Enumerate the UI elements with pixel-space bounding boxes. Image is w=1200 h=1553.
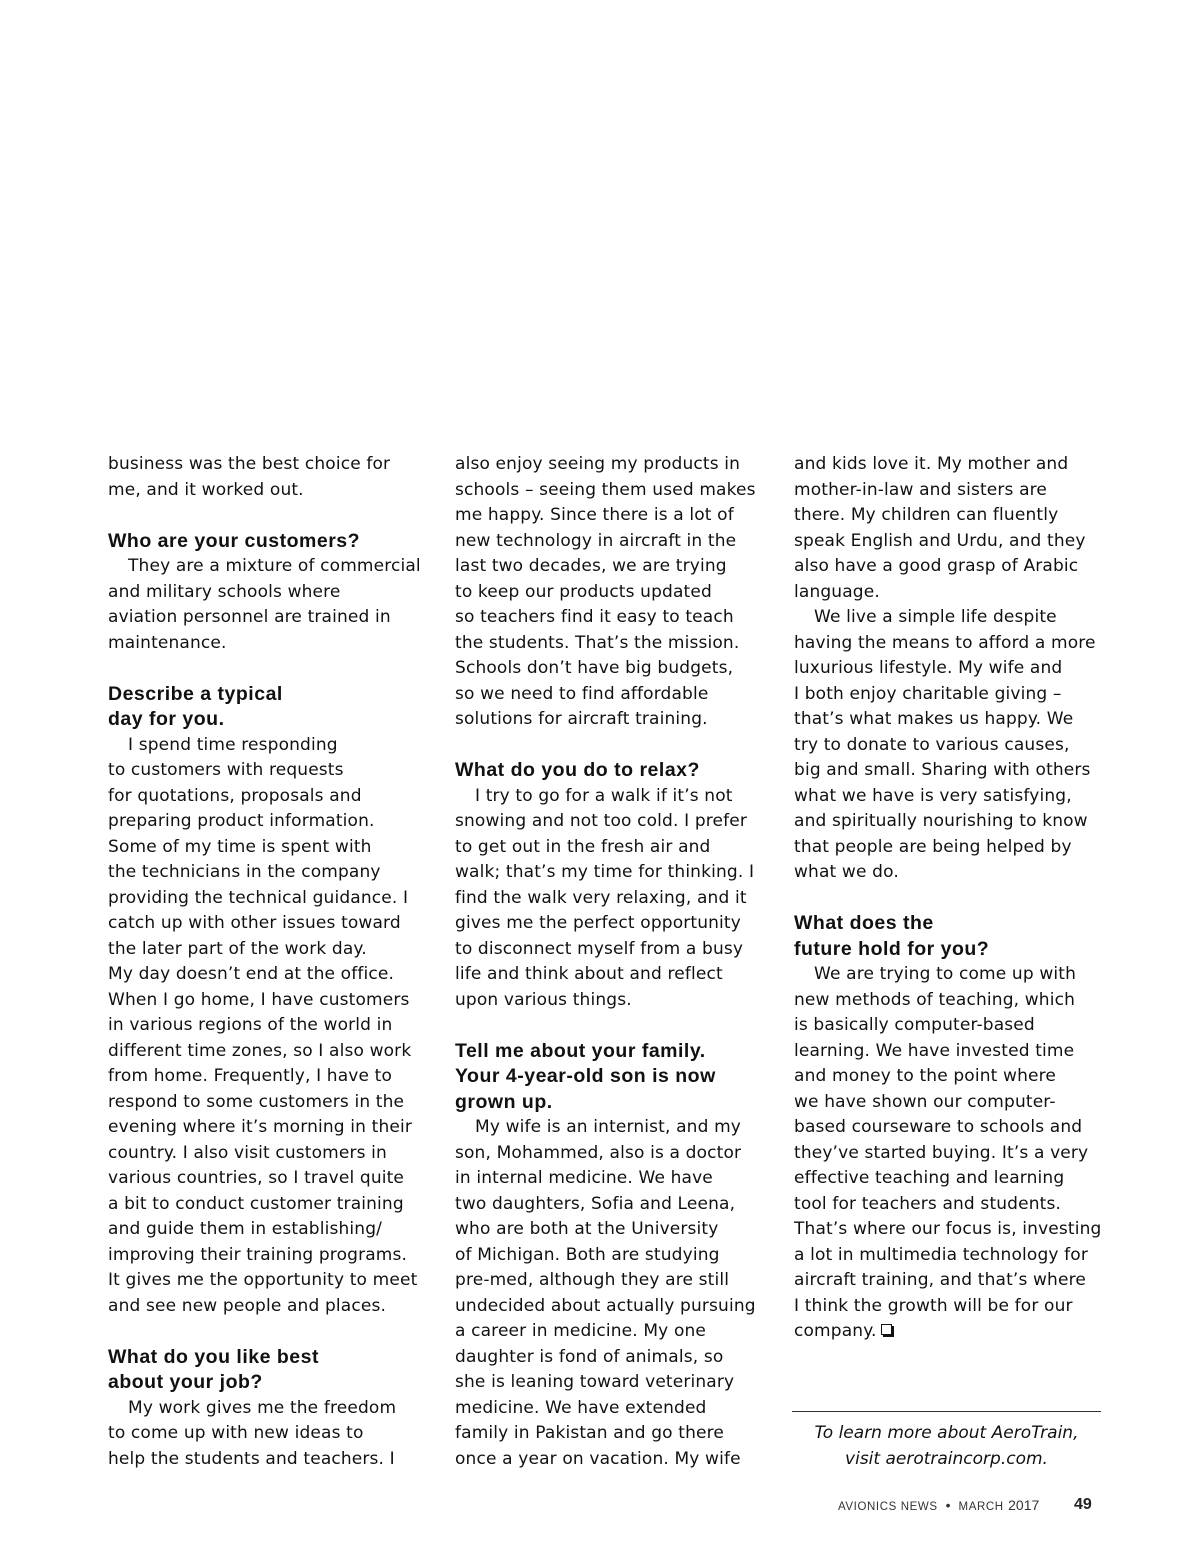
body-text-line	[455, 1141, 765, 1167]
body-text-line	[455, 860, 765, 886]
article-column-2	[455, 452, 765, 1472]
body-text-line	[794, 631, 1104, 657]
line-text: solutions for aircraft training.	[455, 709, 708, 729]
line-text: speak English and Urdu, and they	[794, 530, 1086, 551]
body-text-line	[455, 707, 765, 733]
line-text: having the means to afford a more	[794, 632, 1096, 653]
line-text: a lot in multimedia technology for	[794, 1244, 1088, 1265]
line-text: in internal medicine. We have	[455, 1168, 713, 1188]
line-text: snowing and not too cold. I prefer	[455, 811, 748, 831]
line-text: daughter is fond of animals, so	[455, 1346, 724, 1367]
section-heading	[108, 1370, 423, 1396]
line-text: the technicians in the company	[108, 862, 381, 882]
body-text-line	[455, 911, 765, 937]
line-text: the later part of the work day.	[108, 938, 367, 959]
page-footer	[838, 1497, 1039, 1515]
heading-text: What do you do to relax?	[455, 759, 700, 781]
heading-text: Tell me about your family.	[455, 1039, 706, 1062]
line-text: big and small. Sharing with others	[794, 760, 1091, 780]
line-text: respond to some customers in the	[108, 1091, 405, 1112]
section-heading	[108, 529, 423, 555]
line-text: so we need to find affordable	[455, 683, 709, 704]
line-text: maintenance.	[108, 632, 227, 653]
body-text-line	[794, 452, 1104, 478]
line-text: I both enjoy charitable giving –	[794, 683, 1062, 704]
line-text: effective teaching and learning	[794, 1168, 1065, 1188]
page-number: 49	[1074, 1496, 1092, 1513]
body-text-line	[794, 1192, 1104, 1218]
body-text-line	[108, 1039, 423, 1065]
line-text: learning. We have invested time	[794, 1040, 1075, 1061]
body-text-line	[455, 835, 765, 861]
line-text: It gives me the opportunity to meet	[108, 1270, 418, 1290]
body-text-line	[794, 605, 1104, 631]
line-text: Some of my time is spent with	[108, 836, 372, 857]
article-column-3	[794, 452, 1104, 1345]
body-text-line	[455, 605, 765, 631]
line-text: aviation personnel are trained in	[108, 607, 391, 627]
body-text-line	[455, 1396, 765, 1422]
body-text-line	[108, 1064, 423, 1090]
line-text: and see new people and places.	[108, 1295, 387, 1316]
body-text-line	[455, 1294, 765, 1320]
line-text: My day doesn’t end at the office.	[108, 964, 395, 984]
line-text: that people are being helped by	[794, 836, 1072, 857]
heading-text: What do you like best	[108, 1345, 319, 1368]
line-text: who are both at the University	[455, 1219, 719, 1239]
line-text: that’s what makes us happy. We	[794, 709, 1074, 729]
section-heading	[108, 707, 423, 733]
body-text-line	[455, 937, 765, 963]
body-text-line	[794, 1064, 1104, 1090]
body-text-line	[108, 937, 423, 963]
line-text: to keep our products updated	[455, 581, 712, 602]
line-text: We are trying to come up with	[814, 964, 1077, 984]
body-text-line	[794, 682, 1104, 708]
body-text-line	[108, 1013, 423, 1039]
body-text-line	[108, 1396, 423, 1422]
line-text: evening where it’s morning in their	[108, 1117, 412, 1137]
line-text: help the students and teachers. I	[108, 1448, 395, 1469]
line-text: I spend time responding	[128, 734, 338, 755]
article-column-1	[108, 452, 423, 1472]
heading-text: about your job?	[108, 1371, 263, 1393]
line-text: company.	[794, 1321, 877, 1341]
heading-text: future hold for you?	[794, 937, 990, 960]
line-text: improving their training programs.	[108, 1244, 408, 1265]
publication-name: AVIONICS NEWS	[838, 1501, 938, 1513]
line-text: me happy. Since there is a lot of	[455, 505, 734, 525]
line-text: also have a good grasp of Arabic	[794, 556, 1079, 576]
body-text-line	[455, 1370, 765, 1396]
line-text: what we do.	[794, 862, 899, 882]
line-text: for quotations, proposals and	[108, 785, 362, 806]
body-text-line	[108, 988, 423, 1014]
body-text-line	[455, 1345, 765, 1371]
heading-text: grown up.	[455, 1090, 553, 1113]
line-text: last two decades, we are trying	[455, 556, 727, 576]
body-text-line	[794, 1294, 1104, 1320]
body-text-line	[108, 554, 423, 580]
body-text-line	[794, 835, 1104, 861]
body-text-line	[794, 1268, 1104, 1294]
body-text-line	[455, 554, 765, 580]
body-text-line	[794, 554, 1104, 580]
section-heading	[455, 758, 765, 784]
line-text: upon various things.	[455, 989, 632, 1010]
line-text: I think the growth will be for our	[794, 1295, 1073, 1316]
section-heading	[455, 1064, 765, 1090]
line-text: is basically computer-based	[794, 1015, 1035, 1035]
line-text: there. My children can fluently	[794, 505, 1059, 525]
body-text-line	[794, 1166, 1104, 1192]
body-text-line	[794, 1217, 1104, 1243]
body-text-line	[794, 1141, 1104, 1167]
body-text-line	[108, 1166, 423, 1192]
body-text-line	[108, 1421, 423, 1447]
line-text: me, and it worked out.	[108, 479, 304, 500]
body-text-line	[108, 809, 423, 835]
line-text: I try to go for a walk if it’s not	[475, 785, 733, 806]
line-text: new methods of teaching, which	[794, 989, 1076, 1010]
paragraph-gap	[108, 1319, 423, 1345]
body-text-line	[108, 1217, 423, 1243]
issue-month: MARCH	[958, 1501, 1004, 1513]
paragraph-gap	[108, 656, 423, 682]
section-heading	[794, 911, 1104, 937]
line-text: and spiritually nourishing to know	[794, 811, 1088, 831]
line-text: a bit to conduct customer training	[108, 1193, 404, 1214]
body-text-line	[108, 758, 423, 784]
issue-year: 2017	[1008, 1497, 1040, 1513]
line-text: try to donate to various causes,	[794, 734, 1070, 755]
body-text-line	[455, 1319, 765, 1345]
body-text-line	[108, 962, 423, 988]
body-text-line	[455, 452, 765, 478]
line-text: language.	[794, 581, 880, 602]
section-heading	[108, 682, 423, 708]
body-text-line	[794, 529, 1104, 555]
body-text-line	[794, 656, 1104, 682]
body-text-line	[108, 1192, 423, 1218]
body-text-line	[455, 1166, 765, 1192]
line-text: once a year on vacation. My wife	[455, 1448, 741, 1469]
line-text: to get out in the fresh air and	[455, 836, 711, 857]
heading-text: Describe a typical	[108, 682, 283, 705]
body-text-line	[108, 631, 423, 657]
line-text: they’ve started buying. It’s a very	[794, 1142, 1089, 1163]
body-text-line	[108, 860, 423, 886]
line-text: in various regions of the world in	[108, 1015, 393, 1035]
body-text-line	[108, 605, 423, 631]
line-text: undecided about actually pursuing	[455, 1295, 756, 1316]
line-text: to disconnect myself from a busy	[455, 938, 744, 959]
body-text-line	[455, 631, 765, 657]
promo-line: To learn more about AeroTrain,	[814, 1423, 1079, 1443]
line-text: luxurious lifestyle. My wife and	[794, 658, 1063, 678]
body-text-line	[794, 1013, 1104, 1039]
body-text-line	[455, 1243, 765, 1269]
line-text: gives me the perfect opportunity	[455, 913, 741, 933]
body-text-line	[794, 503, 1104, 529]
body-text-line	[794, 1090, 1104, 1116]
line-text: They are a mixture of commercial	[128, 556, 421, 576]
body-text-line	[455, 988, 765, 1014]
body-text-line	[108, 580, 423, 606]
body-text-line	[455, 1421, 765, 1447]
section-heading	[455, 1039, 765, 1065]
line-text: new technology in aircraft in the	[455, 530, 737, 551]
line-text: based courseware to schools and	[794, 1117, 1083, 1137]
body-text-line	[108, 784, 423, 810]
body-text-line	[455, 580, 765, 606]
body-text-line	[794, 733, 1104, 759]
body-text-line	[455, 529, 765, 555]
body-text-line	[794, 988, 1104, 1014]
line-text: various countries, so I travel quite	[108, 1168, 405, 1188]
line-text: also enjoy seeing my products in	[455, 454, 741, 474]
body-text-line	[455, 656, 765, 682]
promo-note	[792, 1421, 1101, 1472]
line-text: and guide them in establishing/	[108, 1219, 383, 1239]
line-text: medicine. We have extended	[455, 1397, 707, 1418]
body-text-line	[794, 962, 1104, 988]
line-text: providing the technical guidance. I	[108, 887, 409, 908]
end-mark-icon	[881, 1324, 892, 1335]
body-text-line	[794, 758, 1104, 784]
line-text: and money to the point where	[794, 1066, 1056, 1086]
body-text-line	[108, 1141, 423, 1167]
line-text: so teachers find it easy to teach	[455, 607, 734, 627]
line-text: to customers with requests	[108, 760, 344, 780]
line-text: and military schools where	[108, 581, 341, 602]
body-text-line	[108, 1115, 423, 1141]
line-text: life and think about and reflect	[455, 964, 723, 984]
line-text: aircraft training, and that’s where	[794, 1270, 1086, 1290]
line-text: to come up with new ideas to	[108, 1423, 364, 1443]
body-text-line	[455, 809, 765, 835]
body-text-line	[794, 1319, 1104, 1345]
body-text-line	[108, 1090, 423, 1116]
body-text-line	[108, 1447, 423, 1473]
line-text: When I go home, I have customers	[108, 989, 410, 1010]
body-text-line	[455, 1447, 765, 1473]
line-text: country. I also visit customers in	[108, 1142, 387, 1163]
line-text: and kids love it. My mother and	[794, 454, 1069, 474]
line-text: she is leaning toward veterinary	[455, 1372, 735, 1392]
line-text: son, Mohammed, also is a doctor	[455, 1142, 742, 1163]
line-text: find the walk very relaxing, and it	[455, 887, 747, 908]
body-text-line	[455, 962, 765, 988]
heading-text: Your 4-year-old son is now	[455, 1065, 716, 1087]
line-text: Schools don’t have big budgets,	[455, 658, 734, 678]
body-text-line	[108, 1294, 423, 1320]
body-text-line	[108, 886, 423, 912]
paragraph-gap	[108, 503, 423, 529]
line-text: business was the best choice for	[108, 454, 391, 474]
line-text: tool for teachers and students.	[794, 1193, 1062, 1214]
line-text: different time zones, so I also work	[108, 1040, 412, 1061]
body-text-line	[108, 452, 423, 478]
body-text-line	[108, 733, 423, 759]
line-text: My wife is an internist, and my	[475, 1117, 741, 1137]
body-text-line	[455, 886, 765, 912]
line-text: a career in medicine. My one	[455, 1321, 707, 1341]
body-text-line	[794, 1115, 1104, 1141]
body-text-line	[455, 503, 765, 529]
promo-line: visit aerotraincorp.com.	[845, 1448, 1048, 1469]
paragraph-gap	[455, 1013, 765, 1039]
line-text: from home. Frequently, I have to	[108, 1066, 393, 1086]
body-text-line	[794, 809, 1104, 835]
section-heading	[794, 937, 1104, 963]
body-text-line	[108, 911, 423, 937]
body-text-line	[108, 478, 423, 504]
body-text-line	[108, 1268, 423, 1294]
line-text: pre-med, although they are still	[455, 1270, 730, 1290]
line-text: of Michigan. Both are studying	[455, 1244, 720, 1265]
heading-text: What does the	[794, 912, 934, 934]
paragraph-gap	[794, 886, 1104, 912]
promo-divider	[792, 1411, 1101, 1412]
heading-text: day for you.	[108, 708, 225, 730]
line-text: schools – seeing them used makes	[455, 479, 756, 500]
body-text-line	[794, 784, 1104, 810]
body-text-line	[455, 1192, 765, 1218]
body-text-line	[455, 784, 765, 810]
body-text-line	[455, 1217, 765, 1243]
body-text-line	[794, 1039, 1104, 1065]
body-text-line	[455, 1268, 765, 1294]
body-text-line	[108, 835, 423, 861]
section-heading	[455, 1090, 765, 1116]
body-text-line	[455, 478, 765, 504]
line-text: catch up with other issues toward	[108, 913, 401, 933]
section-heading	[108, 1345, 423, 1371]
line-text: preparing product information.	[108, 811, 375, 831]
line-text: We live a simple life despite	[814, 607, 1057, 627]
body-text-line	[455, 682, 765, 708]
body-text-line	[794, 707, 1104, 733]
body-text-line	[794, 1243, 1104, 1269]
footer-separator: •	[945, 1497, 951, 1513]
heading-text: Who are your customers?	[108, 529, 361, 552]
line-text: My work gives me the freedom	[128, 1397, 397, 1418]
line-text: mother-in-law and sisters are	[794, 479, 1048, 500]
paragraph-gap	[455, 733, 765, 759]
line-text: That’s where our focus is, investing	[794, 1219, 1102, 1239]
body-text-line	[794, 478, 1104, 504]
body-text-line	[455, 1115, 765, 1141]
body-text-line	[794, 580, 1104, 606]
body-text-line	[794, 860, 1104, 886]
line-text: we have shown our computer-	[794, 1091, 1056, 1112]
line-text: two daughters, Sofia and Leena,	[455, 1193, 736, 1214]
line-text: walk; that’s my time for thinking. I	[455, 862, 755, 882]
line-text: family in Pakistan and go there	[455, 1423, 724, 1443]
line-text: the students. That’s the mission.	[455, 632, 740, 653]
line-text: what we have is very satisfying,	[794, 785, 1072, 806]
body-text-line	[108, 1243, 423, 1269]
